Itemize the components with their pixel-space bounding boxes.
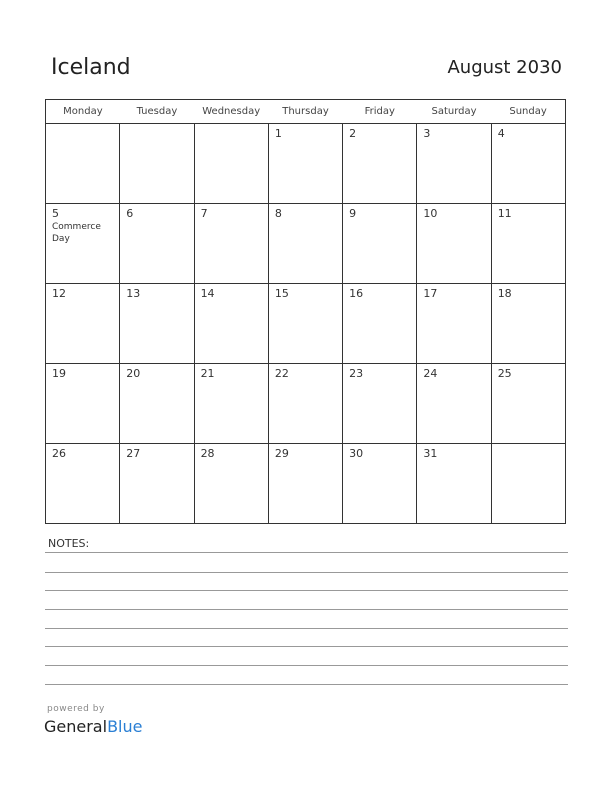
- day-cell: [417, 124, 491, 204]
- notes-line: [45, 609, 568, 610]
- day-cell: [46, 284, 120, 364]
- notes-line: [45, 684, 568, 685]
- day-number: 28: [200, 447, 215, 460]
- day-cell: [120, 444, 194, 524]
- day-number: 13: [126, 287, 141, 300]
- day-cell: [491, 204, 565, 284]
- day-number: 5: [52, 207, 59, 220]
- notes-line: [45, 628, 568, 629]
- day-cell: [417, 444, 491, 524]
- weekday-thursday: Thursday: [268, 100, 342, 124]
- day-cell: [194, 284, 268, 364]
- notes-line: [45, 646, 568, 647]
- week-row: [46, 204, 566, 284]
- day-cell: [343, 364, 417, 444]
- day-number: 26: [52, 447, 66, 460]
- day-cell: [491, 284, 565, 364]
- day-number: 18: [497, 287, 512, 300]
- day-cell: [120, 204, 194, 284]
- day-number: 29: [274, 447, 289, 460]
- day-cell: [120, 364, 194, 444]
- weekday-header-row: [46, 100, 566, 124]
- day-cell: [343, 204, 417, 284]
- day-cell: [46, 124, 120, 204]
- day-number: 25: [497, 367, 512, 380]
- day-cell: [343, 444, 417, 524]
- day-number: 11: [497, 207, 512, 220]
- notes-line: [45, 590, 568, 591]
- day-number: 31: [423, 447, 438, 460]
- day-number: 7: [200, 207, 208, 220]
- weekday-monday: Monday: [46, 100, 120, 124]
- day-number: 1: [274, 127, 282, 140]
- country-title: Iceland: [51, 55, 131, 80]
- day-number: 19: [52, 367, 66, 380]
- calendar-grid: [45, 99, 566, 524]
- day-cell: [120, 284, 194, 364]
- day-cell: [120, 124, 194, 204]
- day-cell: [417, 204, 491, 284]
- day-number: 14: [200, 287, 215, 300]
- notes-line: [45, 665, 568, 666]
- holiday-label: Commerce Day: [52, 222, 101, 244]
- day-number: 27: [126, 447, 141, 460]
- weekday-tuesday: Tuesday: [120, 100, 194, 124]
- day-cell: [491, 444, 565, 524]
- day-number: 22: [274, 367, 289, 380]
- day-number: 9: [349, 207, 357, 220]
- brand-part-general: General: [44, 717, 108, 736]
- weekday-friday: Friday: [343, 100, 417, 124]
- day-cell: [268, 204, 342, 284]
- day-number: 16: [349, 287, 364, 300]
- day-cell: [343, 284, 417, 364]
- day-number: 6: [126, 207, 134, 220]
- day-cell: [46, 204, 120, 284]
- day-number: 21: [200, 367, 215, 380]
- day-cell: [491, 364, 565, 444]
- day-cell: [268, 284, 342, 364]
- day-number: 15: [274, 287, 289, 300]
- day-cell: [194, 444, 268, 524]
- notes-line: [45, 572, 568, 573]
- day-cell: [194, 124, 268, 204]
- day-cell: [194, 364, 268, 444]
- notes-label: NOTES:: [48, 537, 90, 550]
- day-cell: [268, 444, 342, 524]
- day-number: 20: [126, 367, 141, 380]
- day-cell: [491, 124, 565, 204]
- day-cell: [46, 444, 120, 524]
- day-number: 3: [423, 127, 431, 140]
- day-cell: [343, 124, 417, 204]
- day-number: 2: [349, 127, 357, 140]
- week-row: [46, 124, 566, 204]
- brand-logo: [44, 717, 142, 736]
- day-cell: [268, 364, 342, 444]
- day-number: 4: [497, 127, 505, 140]
- day-cell: [417, 284, 491, 364]
- day-cell: [268, 124, 342, 204]
- day-number: 8: [274, 207, 282, 220]
- week-row: [46, 364, 566, 444]
- day-number: 24: [423, 367, 438, 380]
- day-number: 30: [349, 447, 364, 460]
- week-row: [46, 284, 566, 364]
- weekday-wednesday: Wednesday: [194, 100, 268, 124]
- day-cell: [417, 364, 491, 444]
- notes-line: [45, 552, 568, 553]
- day-number: 23: [349, 367, 364, 380]
- day-number: 10: [423, 207, 438, 220]
- week-row: [46, 444, 566, 524]
- brand-part-blue: Blue: [107, 717, 143, 736]
- weekday-saturday: Saturday: [417, 100, 491, 124]
- day-cell: [46, 364, 120, 444]
- powered-by-text: powered by: [47, 704, 105, 714]
- weekday-sunday: Sunday: [491, 100, 565, 124]
- day-cell: [194, 204, 268, 284]
- month-year-title: August 2030: [447, 57, 562, 78]
- day-number: 12: [52, 287, 66, 300]
- calendar-weeks: [46, 124, 566, 524]
- day-number: 17: [423, 287, 438, 300]
